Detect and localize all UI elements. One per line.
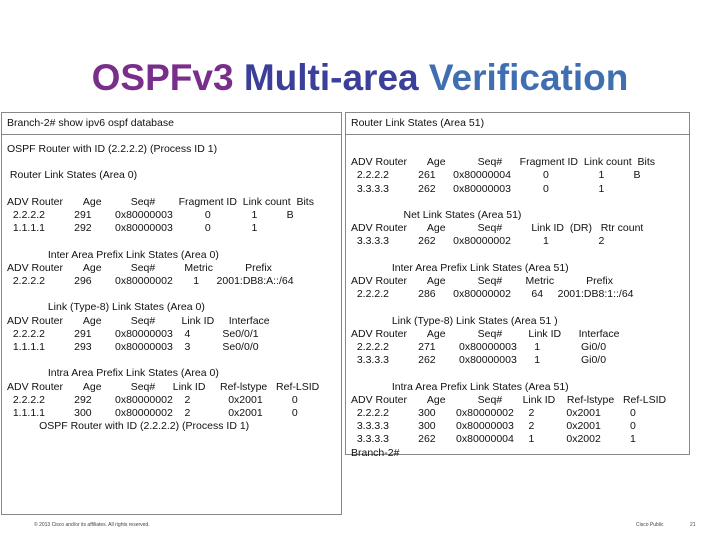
right-output-line: 2.2.2.2 300 0x80000002 2 0x2001 0 <box>351 407 636 419</box>
right-output-panel <box>345 112 690 459</box>
right-output-line: 2.2.2.2 261 0x80000004 0 1 B <box>351 169 641 182</box>
right-output-line: ADV Router Age Seq# Link ID (DR) Rtr count <box>351 222 644 235</box>
footer-page-number: 21 <box>690 522 696 528</box>
right-output-line: 3.3.3.3 262 0x80000004 1 0x2002 1 <box>351 433 636 446</box>
left-output-line: ADV Router Age Seq# Metric Prefix <box>7 261 272 274</box>
footer-classification: Cisco Public <box>636 522 664 528</box>
right-output-line: ADV Router Age Seq# Link ID Interface <box>351 327 620 340</box>
right-output-line: Branch-2# <box>351 446 400 459</box>
title-word-2: Multi-area <box>243 57 429 98</box>
right-panel-heading: Router Link States (Area 51) <box>346 113 689 135</box>
left-output-line: OSPF Router with ID (2.2.2.2) (Process ID 1) <box>7 420 250 433</box>
left-output-line: 1.1.1.1 300 0x80000002 2 0x2001 0 <box>7 407 298 419</box>
left-panel-command: Branch-2# show ipv6 ospf database <box>2 113 341 135</box>
right-output-line: Inter Area Prefix Link States (Area 51) <box>351 261 569 274</box>
title-word-3: Verification <box>428 57 629 98</box>
right-output-line: ADV Router Age Seq# Metric Prefix <box>351 275 614 287</box>
left-output-line: 2.2.2.2 296 0x80000002 1 2001:DB8:A::/64 <box>7 275 294 287</box>
left-output-line: 2.2.2.2 291 0x80000003 0 1 B <box>7 209 294 221</box>
right-output-line: 2.2.2.2 271 0x80000003 1 Gi0/0 <box>351 341 607 353</box>
footer-copyright: © 2013 Cisco and/or its affiliates. All rights reserved. <box>34 522 150 528</box>
left-output-line: Link (Type-8) Link States (Area 0) <box>7 301 205 314</box>
left-output-line: 1.1.1.1 292 0x80000003 0 1 <box>7 222 258 235</box>
left-output-line: Router Link States (Area 0) <box>7 169 138 182</box>
right-output-line: Link (Type-8) Link States (Area 51 ) <box>351 314 558 327</box>
left-output-line: 1.1.1.1 293 0x80000003 3 Se0/0/0 <box>7 341 259 353</box>
right-output-line: ADV Router Age Seq# Fragment ID Link count Bits <box>351 156 656 169</box>
left-output-line: ADV Router Age Seq# Fragment ID Link count Bits <box>7 195 314 208</box>
right-output-line: Intra Area Prefix Link States (Area 51) <box>351 380 569 393</box>
left-output-line: 2.2.2.2 292 0x80000002 2 0x2001 0 <box>7 393 298 406</box>
left-output-line: Intra Area Prefix Link States (Area 0) <box>7 367 219 380</box>
title-word-1: OSPFv3 <box>91 57 244 98</box>
left-output-line: ADV Router Age Seq# Link ID Ref-lstype Ref-LSID <box>7 380 320 393</box>
left-output-line: ADV Router Age Seq# Link ID Interface <box>7 314 270 327</box>
right-output-line: 3.3.3.3 262 0x80000003 0 1 <box>351 182 605 195</box>
right-output-line: 3.3.3.3 300 0x80000003 2 0x2001 0 <box>351 420 636 433</box>
left-output-line: 2.2.2.2 291 0x80000003 4 Se0/0/1 <box>7 327 259 340</box>
left-output-line: OSPF Router with ID (2.2.2.2) (Process ID 1) <box>7 143 218 155</box>
slide-title <box>0 56 720 100</box>
left-output-panel <box>1 112 342 515</box>
right-output-line: 3.3.3.3 262 0x80000002 1 2 <box>351 235 605 248</box>
left-output-line: Inter Area Prefix Link States (Area 0) <box>7 248 219 261</box>
right-output-line: 3.3.3.3 262 0x80000003 1 Gi0/0 <box>351 354 607 367</box>
right-output-line: 2.2.2.2 286 0x80000002 64 2001:DB8:1::/64 <box>351 288 634 301</box>
right-output-line: ADV Router Age Seq# Link ID Ref-lstype Ref-LSID <box>351 393 667 406</box>
right-output-line: Net Link States (Area 51) <box>351 209 522 221</box>
